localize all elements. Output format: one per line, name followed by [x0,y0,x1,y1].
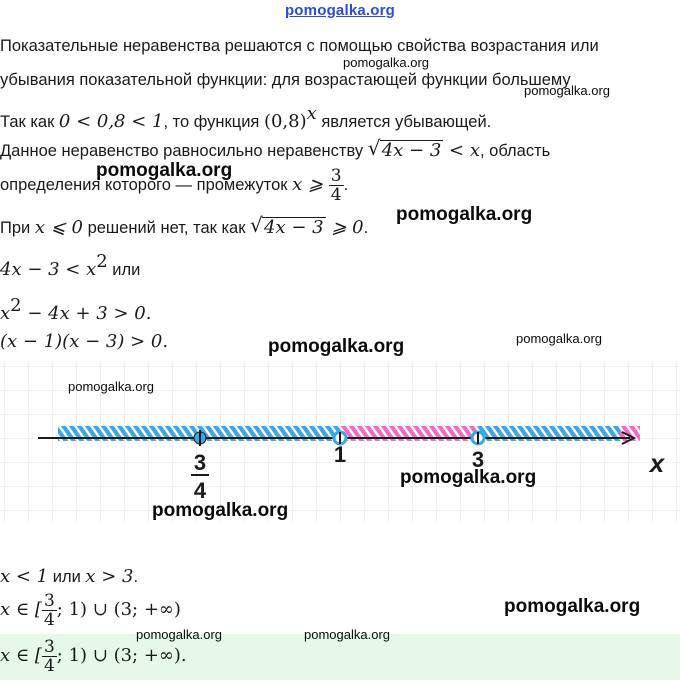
math-base: (0,8) [263,111,307,132]
watermark: pomogalka.org [343,55,429,70]
text-fragment: является убывающей. [316,113,492,131]
watermark: pomogalka.org [524,83,610,98]
text-fragment: Данное неравенство равносильно неравенству [0,142,368,160]
text-fragment: , то функция [163,113,264,131]
math-fragment: < x [443,140,480,161]
text-fragment: определения которого — промежуток [0,176,293,194]
text-line-10 [0,567,138,587]
answer-line [0,636,187,676]
watermark: pomogalka.org [516,331,602,346]
text-line-4 [0,136,551,161]
watermark: pomogalka.org [136,627,222,642]
math-inequality: 0 < 0,8 < 1 [58,111,164,132]
label-three-quarters-numerator: 3 [193,450,207,475]
label-three-quarters-denominator: 4 [193,478,207,503]
text-fragment: , область [479,142,551,160]
fraction [42,592,57,629]
watermark: pomogalka.org [304,627,390,642]
watermark: pomogalka.org [96,160,233,181]
math-fragment: ⩾ 0 [325,217,364,238]
watermark: pomogalka.org [268,336,405,357]
text-line-1: Показательные неравенства решаются с помощью свойства возрастания или [0,37,599,55]
math-fragment: x ∈ [ [0,645,42,666]
text-fragment: Так как [0,113,59,131]
fraction-denominator: 4 [330,185,342,206]
text-fragment: решений нет, так как [82,219,251,237]
text-line-8 [0,296,151,324]
watermark: pomogalka.org [152,500,289,521]
site-link[interactable]: pomogalka.org [284,2,396,19]
text-line-2: убывания показательной функции: для возрастающей функции большему [0,71,571,89]
math-exponent: 2 [96,251,108,272]
sqrt-sign-icon: √ [367,136,381,160]
sqrt-expression [250,213,326,238]
math-fragment: 4x − 3 < x [0,259,97,280]
text-fragment: или [48,568,86,586]
text-line-7 [0,252,140,280]
text-line-6 [0,213,369,238]
sqrt-radicand: 4x − 3 [381,140,442,161]
math-fragment: x < 1 [0,566,49,587]
math-exponent: x [306,103,317,124]
math-fragment: (x − 1)(x − 3) > 0. [0,331,169,352]
fraction-numerator: 3 [43,591,55,612]
math-exponent: 2 [10,295,22,316]
text-line-3 [0,104,491,132]
fraction-denominator: 4 [43,656,55,677]
label-one: 1 [333,442,347,467]
text-fragment: . [363,219,369,237]
text-line-9 [0,332,168,352]
fraction-numerator: 3 [43,637,55,658]
text-fragment: или [107,261,141,279]
text-line-11 [0,590,181,630]
math-fragment: x ⩾ [292,174,329,195]
fraction-denominator: 4 [43,610,55,631]
math-fragment: x > 3 [85,566,134,587]
watermark: pomogalka.org [504,596,641,617]
sqrt-expression [367,136,444,161]
text-fragment: При [0,219,35,237]
label-three: 3 [471,447,485,472]
fraction [329,167,344,204]
watermark: pomogalka.org [400,467,537,488]
watermark: pomogalka.org [68,379,154,394]
math-fragment: − 4x + 3 > 0. [21,303,152,324]
math-fragment: x [0,303,11,324]
sqrt-sign-icon: √ [250,213,263,237]
text-fragment: . [343,176,349,194]
math-fragment: ; 1) ∪ (3; +∞). [56,645,187,666]
fraction [42,638,57,675]
watermark: pomogalka.org [396,204,533,225]
math-fragment: ; 1) ∪ (3; +∞) [56,599,181,620]
axis-label-x: x [649,448,665,478]
math-fragment: x ⩽ 0 [34,217,83,238]
text-fragment: . [133,568,139,586]
math-fragment: x ∈ [ [0,599,42,620]
fraction-numerator: 3 [330,166,342,187]
sqrt-radicand: 4x − 3 [264,217,324,238]
